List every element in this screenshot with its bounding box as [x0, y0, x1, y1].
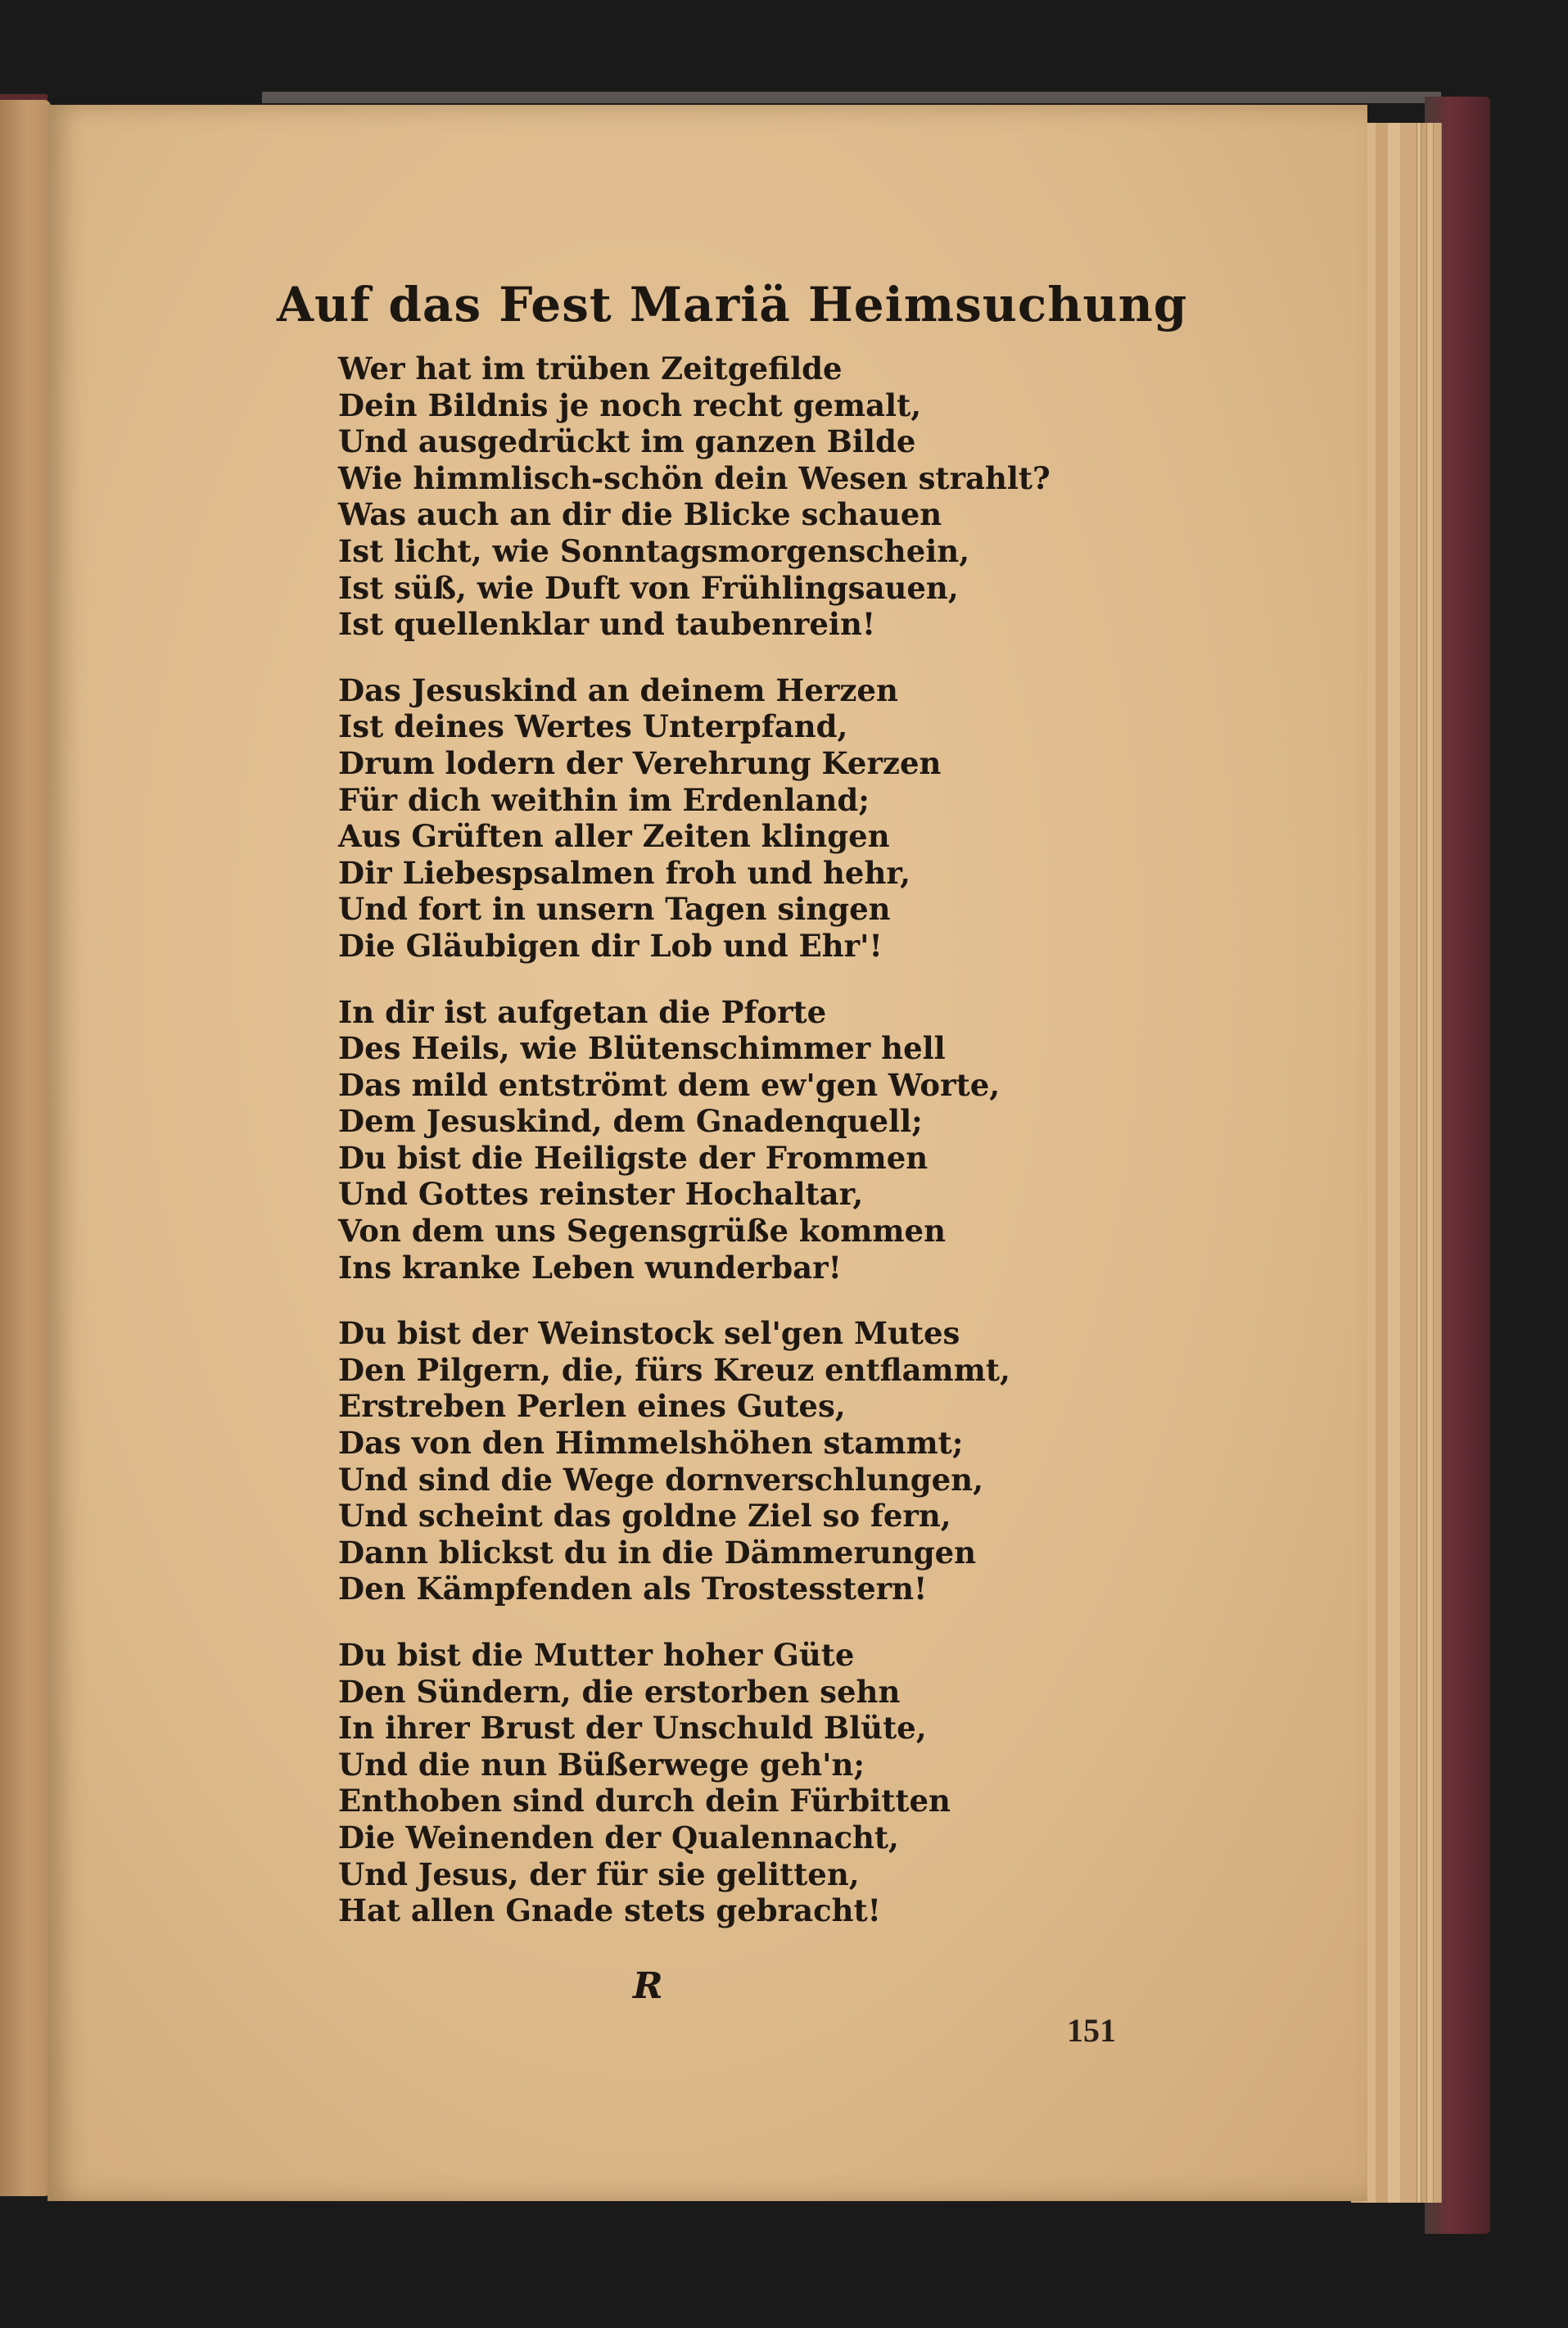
poem-line: Das von den Himmelshöhen stammt; — [338, 1425, 964, 1462]
poem-line: Von dem uns Segensgrüße kommen — [338, 1213, 946, 1250]
poem-body — [338, 350, 1157, 1959]
poem-line: Ist deines Wertes Unterpfand, — [338, 708, 848, 745]
poem-line: In dir ist aufgetan die Pforte — [338, 993, 827, 1030]
book-page — [47, 105, 1367, 2201]
poem-line: Ist süß, wie Duft von Frühlingsauen, — [338, 569, 959, 606]
poem-line: Und die nun Büßerwege geh'n; — [338, 1746, 865, 1783]
poem-line: Das Jesuskind an deinem Herzen — [338, 671, 898, 708]
poem-line: Die Weinenden der Qualennacht, — [338, 1819, 899, 1856]
poem-line: Und ausgedrückt im ganzen Bilde — [338, 423, 916, 460]
poem-line: Du bist die Heiligste der Frommen — [338, 1139, 929, 1176]
poem-line: Ist quellenklar und taubenrein! — [338, 606, 876, 643]
stanza-2 — [338, 672, 1157, 965]
cover-top-edge — [262, 92, 1441, 103]
poem-line: Du bist der Weinstock sel'gen Mutes — [338, 1315, 960, 1352]
poem-line: Ist licht, wie Sonntagsmorgenschein, — [338, 532, 970, 569]
poem-line: Was auch an dir die Blicke schauen — [338, 496, 942, 533]
poem-line: Dem Jesuskind, dem Gnadenquell; — [338, 1103, 923, 1140]
page-number: 151 — [1067, 2012, 1116, 2049]
poem-line: Das mild entströmt dem ew'gen Worte, — [338, 1066, 1001, 1103]
previous-page-edge — [0, 100, 51, 2196]
poem-line: Den Sündern, die erstorben sehn — [338, 1673, 901, 1710]
poem-line: Dir Liebespsalmen froh und hehr, — [338, 854, 911, 891]
poem-line: Den Kämpfenden als Trostesstern! — [338, 1571, 928, 1607]
poem-line: Aus Grüften aller Zeiten klingen — [338, 818, 890, 855]
poem-line: Wer hat im trüben Zeitgefilde — [338, 350, 843, 386]
poem-line: Wie himmlisch-schön dein Wesen strahlt? — [338, 459, 1051, 496]
poem-line: In ihrer Brust der Unschuld Blüte, — [338, 1710, 927, 1747]
poem-line: Du bist die Mutter hoher Güte — [338, 1637, 855, 1673]
page-stack-edge — [1400, 123, 1417, 2203]
poem-title: Auf das Fest Mariä Heimsuchung — [277, 277, 1188, 332]
poem-line: Und fort in unsern Tagen singen — [338, 891, 891, 928]
stanza-4 — [338, 1315, 1157, 1607]
poem-line: Drum lodern der Verehrung Kerzen — [338, 744, 942, 781]
poem-line: Und Jesus, der für sie gelitten, — [338, 1856, 860, 1892]
poem-line: Und sind die Wege dornverschlungen, — [338, 1461, 983, 1498]
poem-line: Und Gottes reinster Hochaltar, — [338, 1176, 864, 1213]
poem-line: Dann blickst du in die Dämmerungen — [338, 1534, 977, 1571]
stanza-3 — [338, 994, 1157, 1286]
stanza-5 — [338, 1637, 1157, 1929]
poem-line: Dein Bildnis je noch recht gemalt, — [338, 386, 922, 423]
poem-line: Und scheint das goldne Ziel so fern, — [338, 1498, 951, 1535]
poem-line: Enthoben sind durch dein Fürbitten — [338, 1783, 951, 1819]
poem-line: Erstreben Perlen eines Gutes, — [338, 1388, 846, 1425]
poem-line: Den Pilgern, die, fürs Kreuz entflammt, — [338, 1351, 1010, 1388]
poem-line: Hat allen Gnade stets gebracht! — [338, 1892, 881, 1929]
poem-line: Für dich weithin im Erdenland; — [338, 781, 870, 818]
author-signature: R — [633, 1965, 663, 2007]
poem-line: Des Heils, wie Blütenschimmer hell — [338, 1030, 946, 1067]
stanza-1 — [338, 350, 1157, 643]
poem-line: Ins kranke Leben wunderbar! — [338, 1249, 842, 1286]
poem-line: Die Gläubigen dir Lob und Ehr'! — [338, 927, 883, 964]
